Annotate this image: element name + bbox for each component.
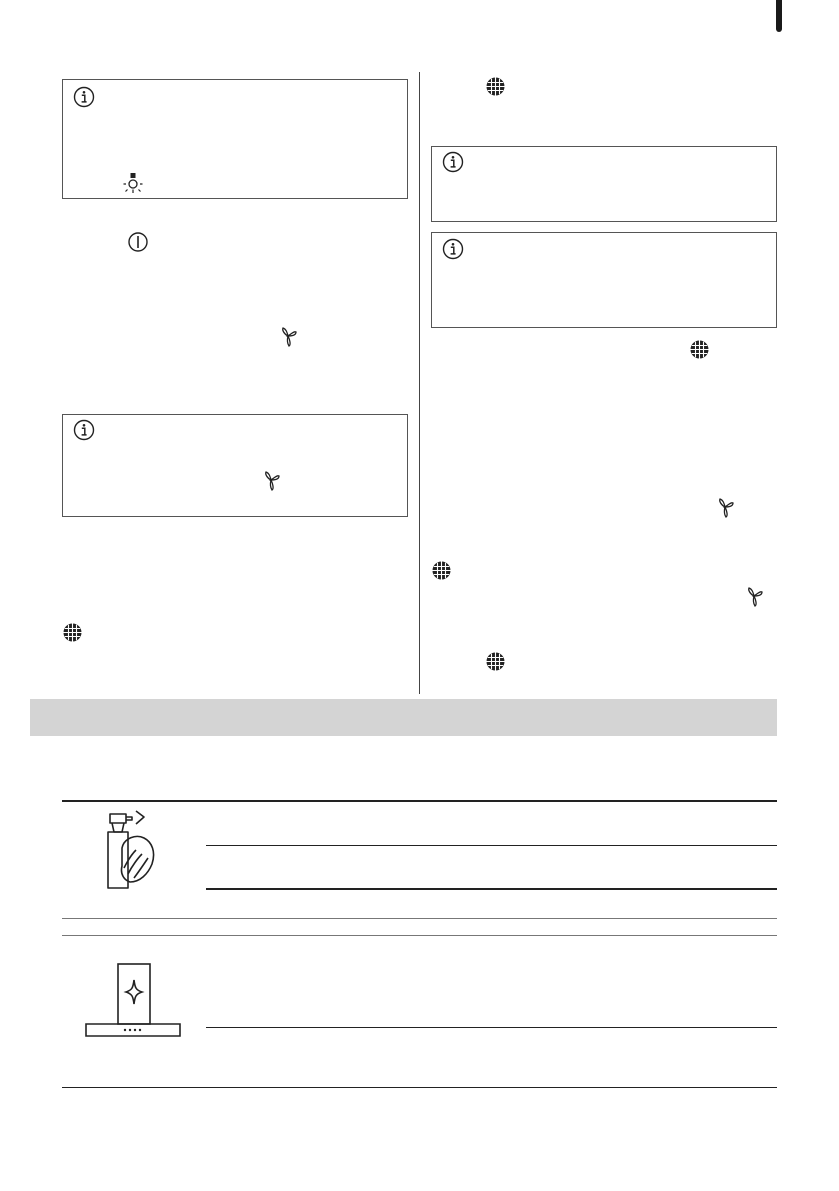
info-circle-icon (442, 238, 464, 260)
power-icon (127, 231, 149, 253)
info-circle-icon (73, 419, 95, 441)
info-note-box (62, 414, 408, 517)
grease-filter-icon (689, 339, 710, 360)
cooker-hood-icon (84, 962, 182, 1040)
table-row-rule (206, 888, 777, 890)
info-note-box (62, 79, 408, 199)
info-note-box (431, 146, 777, 222)
table-bottom-rule (62, 1087, 777, 1088)
spray-and-cloth-icon (100, 808, 162, 890)
table-row-rule (206, 845, 777, 846)
info-note-box (431, 232, 777, 328)
column-divider (419, 72, 420, 694)
info-circle-icon (73, 86, 95, 108)
table-row-rule (62, 918, 777, 919)
crop-mark (776, 0, 782, 32)
table-row-rule (206, 1027, 777, 1028)
grease-filter-icon (485, 651, 506, 672)
grease-filter-icon (62, 622, 83, 643)
table-row-rule (62, 935, 777, 936)
fan-icon (259, 469, 283, 493)
fan-icon (276, 325, 300, 349)
grease-filter-icon (485, 76, 506, 97)
grease-filter-icon (431, 560, 452, 581)
table-top-rule (62, 800, 777, 802)
info-circle-icon (442, 151, 464, 173)
light-bulb-icon (121, 172, 145, 196)
fan-icon (742, 585, 766, 609)
fan-icon (713, 496, 737, 520)
section-heading-bar (30, 699, 777, 736)
